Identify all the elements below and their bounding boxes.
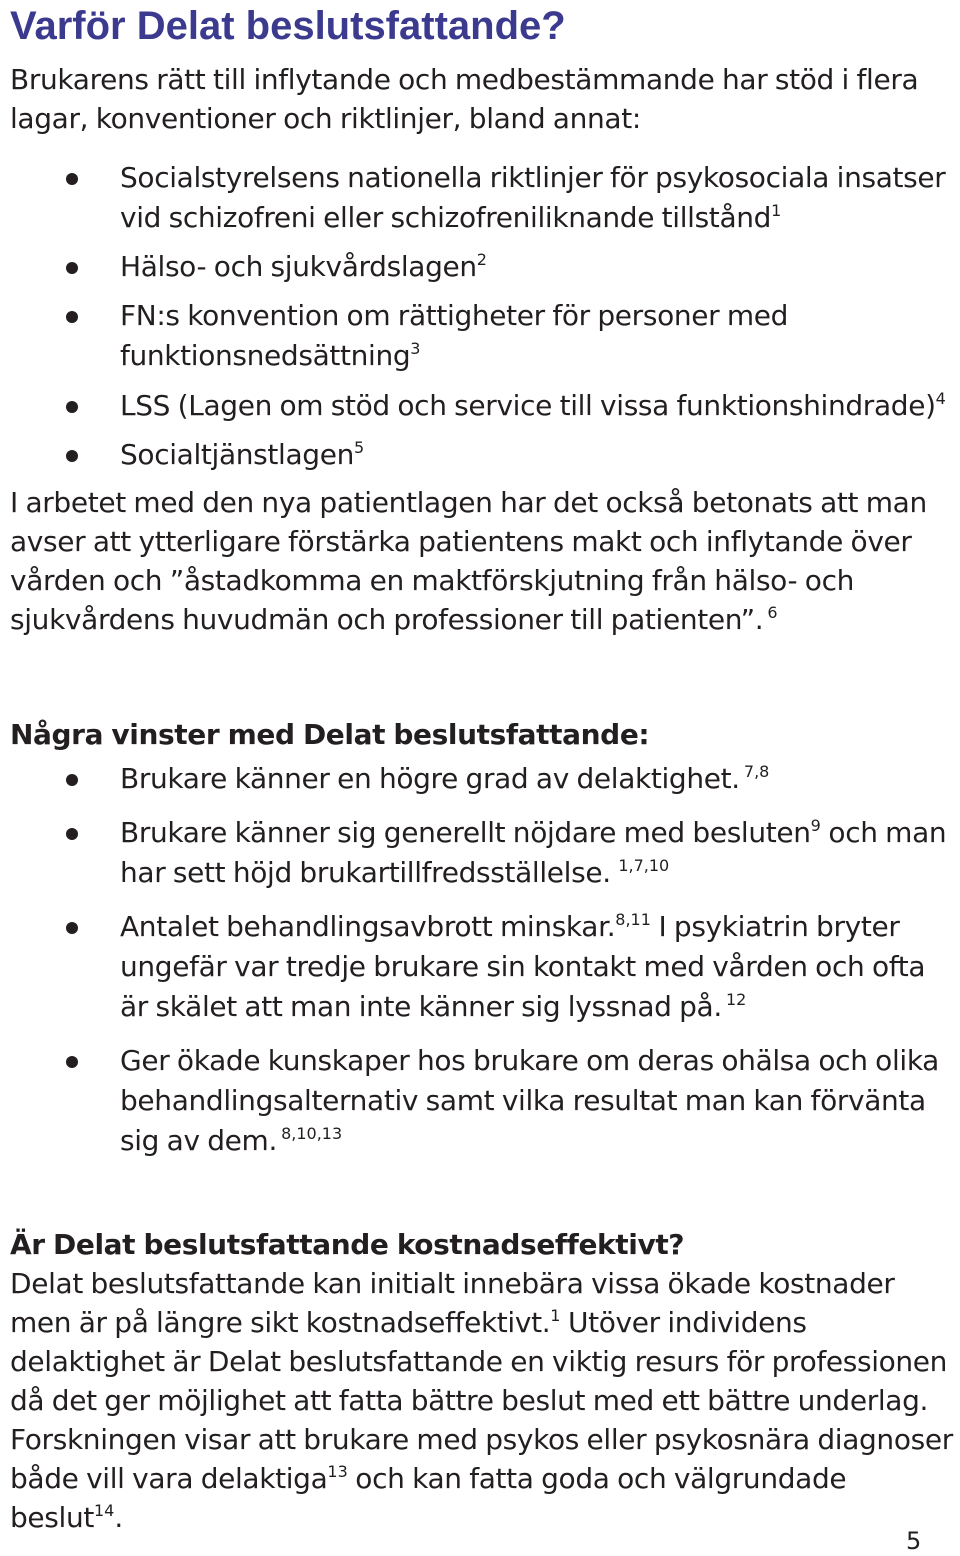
bullet-icon — [66, 311, 78, 323]
list-item-law-3: FN:s konvention om rättigheter för personer med funktionsnedsättning$^3$ — [120, 299, 789, 372]
page-title: Varför Delat beslutsfattande? — [10, 4, 566, 48]
benefits-heading: Några vinster med Delat beslutsfattande: — [10, 718, 650, 751]
list-item-benefit-4: Ger ökade kunskaper hos brukare om deras ohälsa och olika behandlingsalternativ samt vilka resultat man kan förvänta sig av dem. $^{8,10,13}$ — [120, 1044, 939, 1157]
list-item-benefit-2: Brukare känner sig generellt nöjdare med besluten$^9$ och man har sett höjd brukartillfredsställelse. $^{1,7,10}$ — [120, 816, 947, 889]
list-item-law-5: Socialtjänstlagen$^5$ — [120, 438, 365, 471]
bullet-icon — [66, 1056, 78, 1068]
page-number: 5 — [906, 1527, 922, 1555]
bullet-icon — [66, 828, 78, 840]
bullet-icon — [66, 173, 78, 185]
list-item-law-1: Socialstyrelsens nationella riktlinjer för psykosociala insatser vid schizofreni eller schizofreniliknande tillstånd$^1$ — [120, 161, 946, 234]
list-item-law-2: Hälso- och sjukvårdslagen$^2$ — [120, 250, 487, 283]
cost-paragraph: Delat beslutsfattande kan initialt innebära vissa ökade kostnader men är på längre sikt kostnadseffektivt.$^1$ Utöver individens delaktighet är Delat beslutsfattande en viktig resurs för professionen då det ger möjlighet att fatta bättre beslut med ett bättre underlag. Forskningen visar att brukare med psykos eller psykosnära diagnoser både vill vara delaktiga$^{13}$ och kan fatta goda och välgrundade beslut$^{14}$. — [10, 1267, 953, 1534]
patient-law-paragraph: I arbetet med den nya patientlagen har det också betonats att man avser att ytterligare förstärka patientens makt och inflytande över vården och ”åstadkomma en maktförskjutning från hälso- och sjukvårdens huvudmän och professioner till patienten”. $^6$ — [10, 486, 927, 636]
intro-paragraph: Brukarens rätt till inflytande och medbestämmande har stöd i flera lagar, konventioner och riktlinjer, bland annat: — [10, 63, 919, 135]
bullet-icon — [66, 262, 78, 274]
bullet-icon — [66, 774, 78, 786]
bullet-icon — [66, 401, 78, 413]
bullet-icon — [66, 922, 78, 934]
list-item-benefit-1: Brukare känner en högre grad av delaktighet. $^{7,8}$ — [120, 762, 770, 795]
bullet-icon — [66, 450, 78, 462]
cost-heading: Är Delat beslutsfattande kostnadseffektivt? — [10, 1228, 685, 1261]
list-item-benefit-3: Antalet behandlingsavbrott minskar.$^{8,11}$ I psykiatrin bryter ungefär var tredje brukare sin kontakt med vården och ofta är skälet att man inte känner sig lyssnad på. $^{12}$ — [120, 910, 926, 1023]
list-item-law-4: LSS (Lagen om stöd och service till vissa funktionshindrade)$^4$ — [120, 389, 946, 422]
